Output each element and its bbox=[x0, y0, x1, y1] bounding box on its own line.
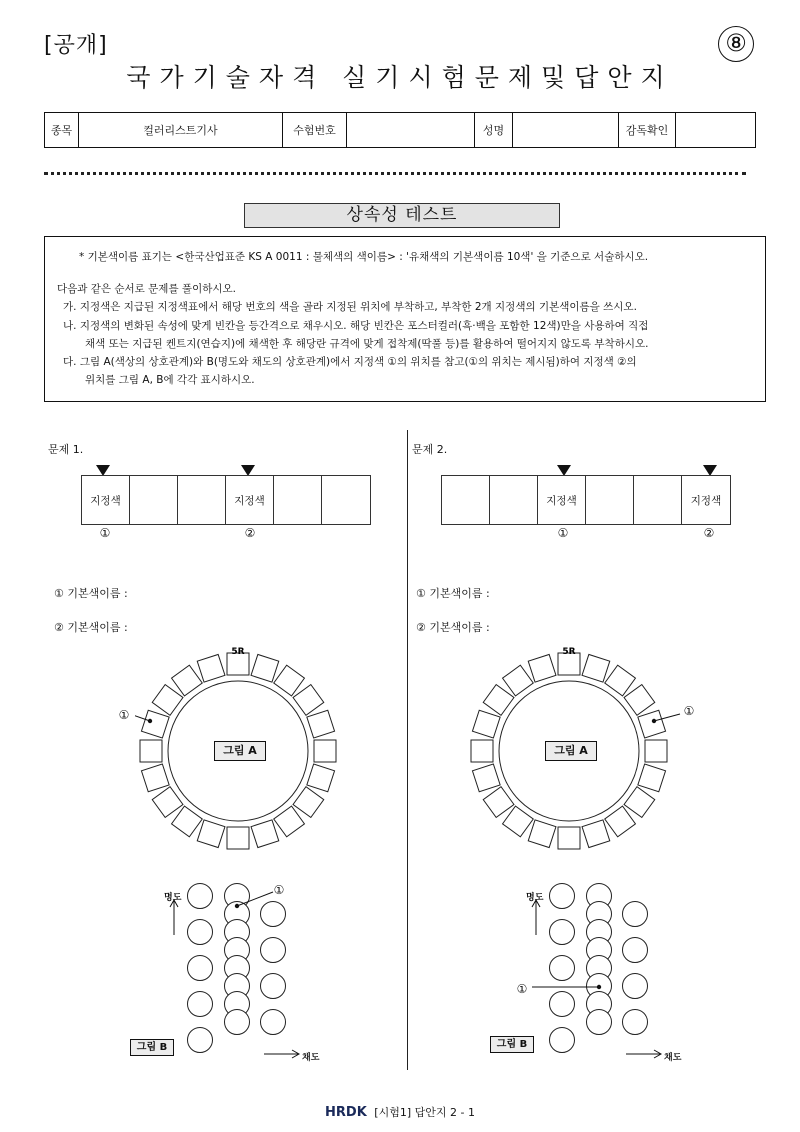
value-chroma-position[interactable] bbox=[261, 938, 286, 963]
problem1-figure-b-marker: ① bbox=[273, 883, 285, 897]
problem1-cell[interactable] bbox=[274, 476, 322, 524]
exam-info-table bbox=[44, 112, 756, 148]
supervisor-label: 감독확인 bbox=[619, 113, 676, 148]
problem1-wheel-top-label: 5R bbox=[231, 647, 245, 657]
hue-wheel-swatch[interactable] bbox=[624, 685, 655, 716]
subject-title: 상속성 테스트 bbox=[244, 203, 560, 228]
problem2-label: 문제 2. bbox=[412, 443, 448, 456]
sheet-number: ⑧ bbox=[718, 26, 754, 62]
hue-wheel-swatch[interactable] bbox=[528, 820, 556, 848]
value-chroma-position[interactable] bbox=[261, 902, 286, 927]
hue-wheel-swatch[interactable] bbox=[251, 654, 279, 682]
problem2-cell[interactable]: 지정색 bbox=[690, 494, 722, 507]
problem2-figure-a-label: 그림 A bbox=[545, 741, 597, 761]
problem2-value-axis-label: 명도 bbox=[526, 893, 544, 903]
instruction-na-2: 채색 또는 지급된 켄트지(연습지)에 채색한 후 해당란 규격에 맞게 접착제(딱풀 등)를 활용하여 떨어지지 않도록 부착하시오. bbox=[85, 338, 649, 350]
hue-wheel-swatch[interactable] bbox=[227, 827, 249, 849]
hue-wheel-swatch[interactable] bbox=[274, 665, 305, 696]
value-chroma-position[interactable] bbox=[188, 956, 213, 981]
problem1-color-strip bbox=[81, 475, 371, 525]
problem1-cell[interactable] bbox=[322, 476, 370, 524]
public-label: [공개] bbox=[44, 33, 108, 58]
hue-wheel-swatch[interactable] bbox=[503, 806, 534, 837]
problem1-cell[interactable] bbox=[178, 476, 226, 524]
problem2-chroma-axis-label: 채도 bbox=[664, 1053, 682, 1063]
name-label: 성명 bbox=[475, 113, 513, 148]
hue-wheel-swatch[interactable] bbox=[172, 665, 203, 696]
problem2-cell[interactable] bbox=[586, 476, 634, 524]
problem1-cell[interactable] bbox=[130, 476, 178, 524]
hue-wheel-swatch[interactable] bbox=[624, 787, 655, 818]
category-label: 종목 bbox=[45, 113, 79, 148]
value-chroma-position[interactable] bbox=[550, 920, 575, 945]
problem1-position-2: ② bbox=[244, 526, 256, 540]
problem1-value-chroma-grid bbox=[160, 878, 320, 1060]
hue-wheel-swatch[interactable] bbox=[197, 820, 225, 848]
hue-wheel-swatch[interactable] bbox=[307, 710, 335, 738]
problem2-answer-1: ① 기본색이름 : bbox=[416, 587, 490, 600]
footer-page-info: [시험1] 답안지 2 - 1 bbox=[374, 1106, 475, 1119]
instruction-ga: 가. 지정색은 지급된 지정색표에서 해당 번호의 색을 골라 지정된 위치에 부착하고, 부착한 2개 지정색의 기본색이름을 쓰시오. bbox=[63, 301, 637, 313]
problem1-cell[interactable]: 지정색 bbox=[226, 476, 274, 524]
instruction-da-2: 위치를 그림 A, B에 각각 표시하시오. bbox=[85, 374, 255, 386]
hue-wheel-swatch[interactable] bbox=[472, 710, 500, 738]
problem2-value-chroma-grid bbox=[522, 878, 682, 1060]
hue-wheel-swatch[interactable] bbox=[605, 806, 636, 837]
hue-wheel-swatch[interactable] bbox=[582, 820, 610, 848]
problem2-cell[interactable] bbox=[634, 476, 682, 524]
column-divider bbox=[407, 430, 408, 1070]
hue-wheel-swatch[interactable] bbox=[197, 654, 225, 682]
value-chroma-position[interactable] bbox=[188, 992, 213, 1017]
problem1-value-axis-label: 명도 bbox=[164, 893, 182, 903]
hue-wheel-swatch[interactable] bbox=[558, 827, 580, 849]
hue-wheel-swatch[interactable] bbox=[503, 665, 534, 696]
hue-wheel-swatch[interactable] bbox=[140, 740, 162, 762]
value-chroma-position[interactable] bbox=[261, 974, 286, 999]
problem1-cell[interactable]: 지정색 bbox=[82, 476, 130, 524]
problem1-wheel-marker: ① bbox=[118, 708, 130, 722]
hue-wheel-swatch[interactable] bbox=[141, 764, 169, 792]
exam-number-field[interactable] bbox=[347, 113, 475, 148]
problem2-figure-b-marker: ① bbox=[516, 982, 528, 996]
problem2-position-2: ② bbox=[703, 526, 715, 540]
problem2-color-strip bbox=[441, 475, 731, 525]
problem2-position-1: ① bbox=[557, 526, 569, 540]
problem2-answer-2: ② 기본색이름 : bbox=[416, 621, 490, 634]
hue-wheel-swatch[interactable] bbox=[605, 665, 636, 696]
hue-wheel-swatch[interactable] bbox=[293, 685, 324, 716]
instruction-intro: 다음과 같은 순서로 문제를 풀이하시오. bbox=[57, 283, 236, 295]
hue-wheel-swatch[interactable] bbox=[471, 740, 493, 762]
value-chroma-position[interactable] bbox=[550, 956, 575, 981]
problem2-cell[interactable]: 지정색 bbox=[538, 476, 586, 524]
supervisor-field[interactable] bbox=[676, 113, 756, 148]
page-footer bbox=[0, 1104, 800, 1120]
exam-number-label: 수험번호 bbox=[283, 113, 347, 148]
instruction-na-1: 나. 지정색의 변화된 속성에 맞게 빈칸을 등간격으로 채우시오. 해당 빈칸은 포스터컬러(흑·백을 포함한 12색)만을 사용하여 직접 bbox=[63, 320, 649, 332]
hue-wheel-swatch[interactable] bbox=[251, 820, 279, 848]
hue-wheel-swatch[interactable] bbox=[638, 710, 666, 738]
value-chroma-position[interactable] bbox=[550, 992, 575, 1017]
hue-wheel-swatch[interactable] bbox=[582, 654, 610, 682]
name-field[interactable] bbox=[513, 113, 619, 148]
hrdk-logo: HRDK bbox=[325, 1105, 367, 1120]
hue-wheel-swatch[interactable] bbox=[483, 685, 514, 716]
problem2-cell[interactable] bbox=[442, 476, 490, 524]
hue-wheel-swatch[interactable] bbox=[314, 740, 336, 762]
value-chroma-position[interactable] bbox=[623, 1010, 648, 1035]
category-value: 컬러리스트기사 bbox=[79, 113, 283, 148]
value-chroma-position[interactable] bbox=[550, 884, 575, 909]
hue-wheel-swatch[interactable] bbox=[141, 710, 169, 738]
value-chroma-position[interactable] bbox=[623, 938, 648, 963]
hue-wheel-swatch[interactable] bbox=[638, 764, 666, 792]
value-chroma-position[interactable] bbox=[225, 1010, 250, 1035]
value-chroma-position[interactable] bbox=[261, 1010, 286, 1035]
problem1-answer-2: ② 기본색이름 : bbox=[54, 621, 128, 634]
problem1-chroma-axis-label: 채도 bbox=[302, 1053, 320, 1063]
hue-wheel-swatch[interactable] bbox=[274, 806, 305, 837]
value-chroma-position[interactable] bbox=[188, 1028, 213, 1053]
problem1-position-1: ① bbox=[99, 526, 111, 540]
value-chroma-position[interactable] bbox=[623, 902, 648, 927]
hue-wheel-swatch[interactable] bbox=[293, 787, 324, 818]
instructions-box bbox=[44, 236, 766, 402]
problem2-cell[interactable] bbox=[490, 476, 538, 524]
value-chroma-position[interactable] bbox=[188, 884, 213, 909]
hue-wheel-swatch[interactable] bbox=[152, 685, 183, 716]
value-chroma-position[interactable] bbox=[623, 974, 648, 999]
hue-wheel-swatch[interactable] bbox=[307, 764, 335, 792]
hue-wheel-swatch[interactable] bbox=[172, 806, 203, 837]
problem2-figure-b-label: 그림 B bbox=[490, 1036, 534, 1053]
hue-wheel-swatch[interactable] bbox=[483, 787, 514, 818]
cut-line bbox=[44, 172, 746, 175]
instruction-note: * 기본색이름 표기는 <한국산업표준 KS A 0011 : 물체색의 색이름> : '유채색의 기본색이름 10색' 을 기준으로 서술하시오. bbox=[79, 251, 649, 263]
page-title: 국가기술자격 실기시험문제및답안지 bbox=[126, 63, 674, 92]
problem1-label: 문제 1. bbox=[48, 443, 84, 456]
hue-wheel-swatch[interactable] bbox=[645, 740, 667, 762]
problem2-wheel-top-label: 5R bbox=[562, 647, 576, 657]
instruction-da-1: 다. 그림 A(색상의 상호관계)와 B(명도와 채도의 상호관계)에서 지정색 ①의 위치를 참고(①의 위치는 제시됨)하여 지정색 ②의 bbox=[63, 356, 637, 368]
hue-wheel-swatch[interactable] bbox=[472, 764, 500, 792]
problem1-answer-1: ① 기본색이름 : bbox=[54, 587, 128, 600]
value-chroma-position[interactable] bbox=[587, 1010, 612, 1035]
problem2-wheel-marker: ① bbox=[683, 704, 695, 718]
problem1-figure-b-label: 그림 B bbox=[130, 1039, 174, 1056]
hue-wheel-swatch[interactable] bbox=[528, 654, 556, 682]
problem1-figure-a-label: 그림 A bbox=[214, 741, 266, 761]
hue-wheel-swatch[interactable] bbox=[152, 787, 183, 818]
value-chroma-position[interactable] bbox=[550, 1028, 575, 1053]
value-chroma-position[interactable] bbox=[188, 920, 213, 945]
